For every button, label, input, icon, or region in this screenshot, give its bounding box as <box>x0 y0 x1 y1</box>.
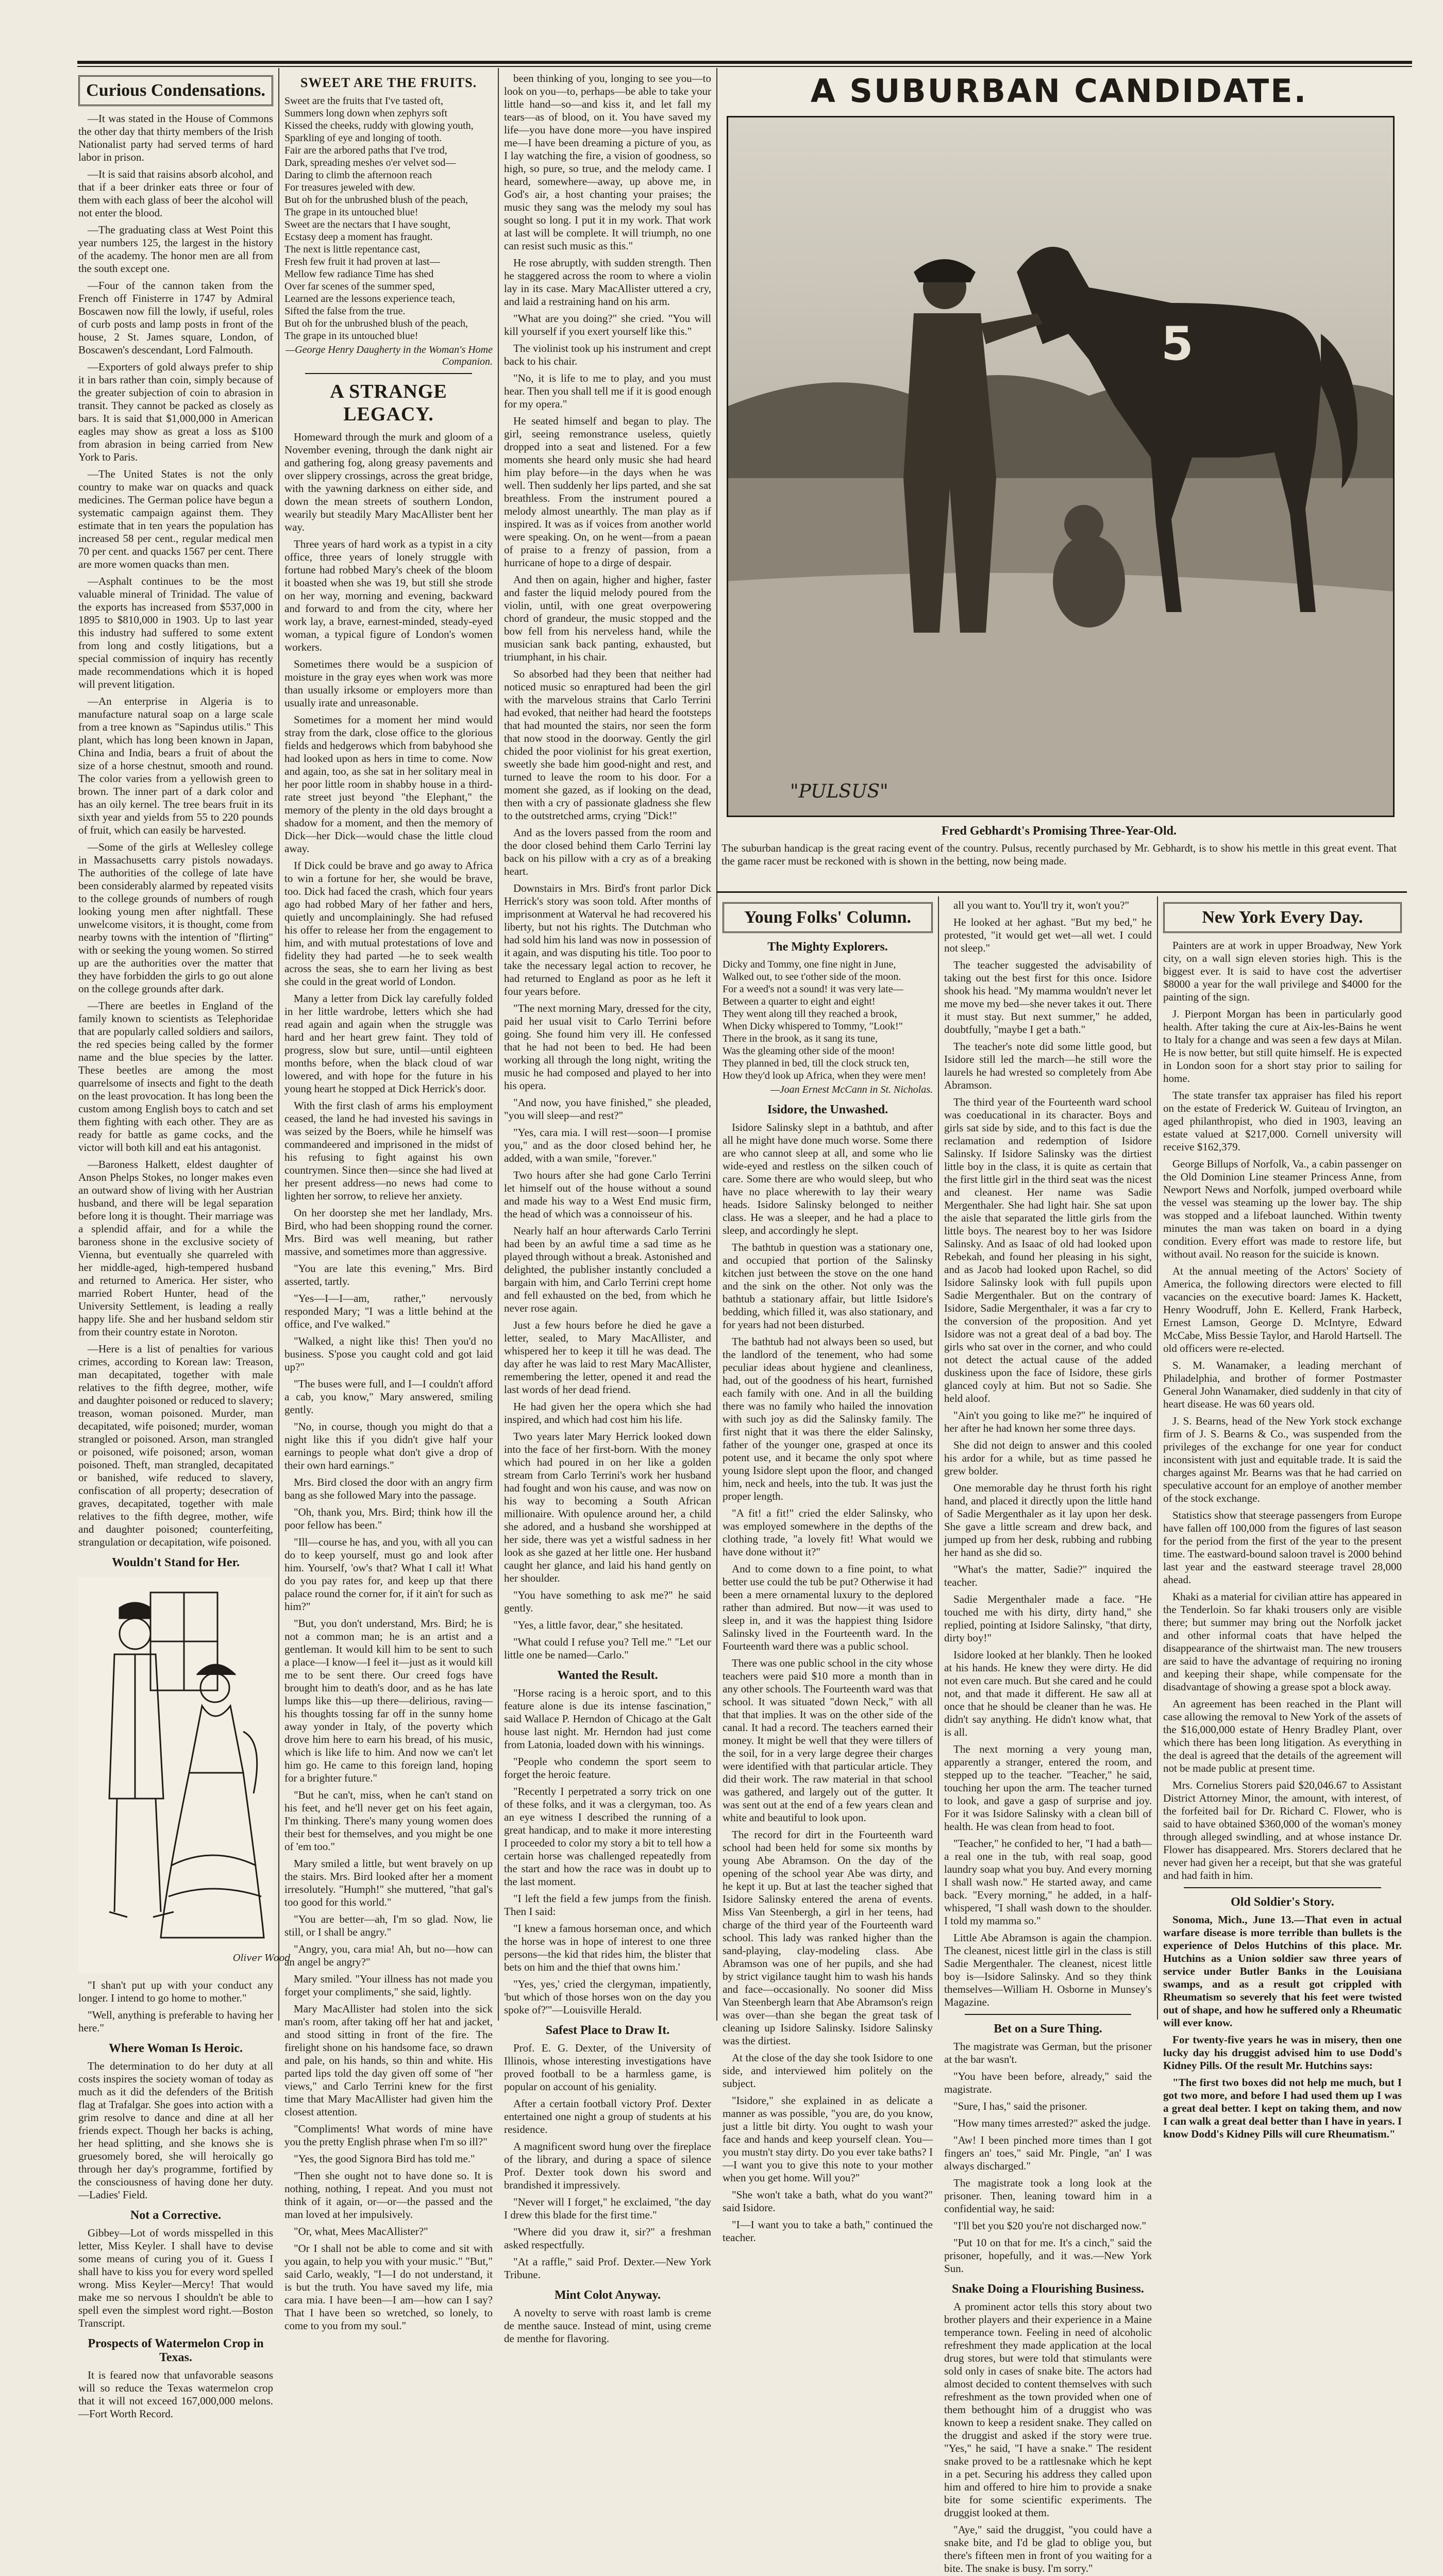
mint-colot-heading: Mint Colot Anyway. <box>554 2289 661 2302</box>
paragraph: —An enterprise in Algeria is to manufacture natural soap on a large scale from a tree known as "Sapindus utilis." This plant, which has long been known in Japan, China and India, bears a fruit of about the size of a horse chestnut, smooth and round. The color varies from a yellowish green to brown. The inner part of a dark color and has an oily kernel. The tree bears fruit in its sixth year and yields from 55 to 220 pounds of fruit, which can easily be harvested. <box>78 695 273 836</box>
paragraph: "Compliments! What words of mine have you the pretty English phrase when I'm so ill?" <box>284 2123 493 2148</box>
safest-place-heading: Safest Place to Draw It. <box>545 2024 670 2037</box>
paragraph: "Teacher," he confided to her, "I had a bath—a real one in the tub, with real soap, good laundry soap what you buy. And every morning I shall wash now." He started away, and came back. "Every morning," he added, in a half-whispered, "I shall wash down to the shoulder. I told my mamma so." <box>944 1837 1152 1927</box>
paragraph: Gibbey—Lot of words misspelled in this letter, Miss Keyler. I shall have to devise some means of curing you of it. Guess I shall have to kiss you for every word spelled wrong. Miss Keyler—Mercy! That would make me so nervous I shouldn't be able to spell even the simplest word right.—Boston Transcript. <box>78 2227 273 2329</box>
paragraph: Mary smiled a little, but went bravely on up the stairs. Mrs. Bird looked after her a moment irresolutely. "Humph!" she muttered, "that gal's too good for this world." <box>284 1857 493 1908</box>
paragraph: —Baroness Halkett, eldest daughter of Anson Phelps Stokes, no longer makes even an outward show of living with her Austrian husband, and there will be legal separation before long it is thought. Their marriage was a splendid affair, and for a while the baroness shone in the exclusive society of Vienna, but eventually she quarreled with her middle-aged, high-tempered husband and returned to America. Her sister, who married Robert Hunter, head of the University Settlement, is leading a really happy life. She and her husband seldom stir from their country estate in Noroton. <box>78 1158 273 1338</box>
paragraph: She did not deign to answer and this cooled his ardor for a while, but as time passed he grew bolder. <box>944 1439 1152 1477</box>
mighty-explorers-heading: The Mighty Explorers. <box>767 940 888 954</box>
racehorse-photo <box>727 116 1395 817</box>
paragraph: J. Pierpont Morgan has been in particularly good health. After taking the cure at Aix-les-Bains he went to Italy for a change and was seen a few days at Milan. He is now better, but still quite himself. He is expected in London soon for a short stay prior to sailing for home. <box>1163 1008 1402 1084</box>
paragraph: "Yes, yes,' cried the clergyman, impatiently, 'but which of those horses won on the day you spoke of?'"—Louisville Herald. <box>504 1978 711 2016</box>
paragraph: "Aw! I been pinched more times than I got fingers an' toes," said Mr. Pingle, "an' I was always discharged." <box>944 2134 1152 2172</box>
paragraph: Painters are at work in upper Broadway, New York city, on a wall sign eleven stories high. This is the biggest ever. It is said to have cost the advertiser $8000 a year for the wall privilege and $4000 for the painting of the sign. <box>1163 939 1402 1003</box>
old-soldier-body <box>1163 1913 1402 2141</box>
paragraph: "Well, anything is preferable to having her here." <box>78 2009 273 2034</box>
poem-line: Dark, spreading meshes o'er velvet sod— <box>284 157 456 168</box>
paragraph: "The buses were full, and I—I couldn't afford a cab, you know," Mary answered, smiling gently. <box>284 1378 493 1416</box>
paragraph: George Billups of Norfolk, Va., a cabin passenger on the Old Dominion Line steamer Princess Anne, from Newport News and Norfolk, jumped overboard while the vessel was steaming up the lower bay. The ship was stopped and a lifeboat launched. Within twenty minutes the man was taken on board in a dying condition. Every effort was made to restore life, but without avail. No reason for the suicide is known. <box>1163 1158 1402 1260</box>
top-rule <box>77 61 1412 64</box>
poem-line: Summers long down when zephyrs soft <box>284 108 448 119</box>
paragraph: "What are you doing?" she cried. "You will kill yourself if you exert yourself like this." <box>504 312 711 337</box>
paragraph: The state transfer tax appraiser has filed his report on the estate of Frederick W. Guiteau of Irvington, an aged philanthropist, who died in 1903, leaving an estate valued at $217,000. Cornell university will receive $162,379. <box>1163 1089 1402 1153</box>
column-divider <box>1157 896 1158 2020</box>
paragraph: "Isidore," she explained in as delicate a manner as was possible, "you are, do you know, just a little bit dirty. You ought to wash your face and hands and keep yourself clean. You—you mustn't stay dirty. Do you ever take baths? I—I want you to give this note to your mother when you get home. Will you?" <box>723 2094 933 2184</box>
paragraph: With the first clash of arms his employment ceased, the land he had invested his savings in was seized by the Boers, while he himself was commandeered and imprisoned in the midst of his refusing to fight against his own countrymen. Since then—since she had lived at her present address—no news had come to lighten her sorrow, to relieve her anxiety. <box>284 1099 493 1202</box>
poem-line: Fresh few fruit it had proven at last— <box>284 256 440 267</box>
poem-line: The next is little repentance cast, <box>284 244 421 255</box>
poem-line: But oh for the unbrushed blush of the peach, <box>284 318 468 329</box>
paragraph: S. M. Wanamaker, a leading merchant of Philadelphia, and brother of former Postmaster General John Wanamaker, died suddenly in that city of heart disease. He was 60 years old. <box>1163 1359 1402 1410</box>
paragraph: For twenty-five years he was in misery, then one lucky day his druggist advised him to use Dodd's Kidney Pills. Of the result Mr. Hutchins says: <box>1163 2033 1402 2072</box>
sure-thing-body <box>944 2040 1152 2275</box>
paragraph: "Recently I perpetrated a sorry trick on one of these folks, and it was a clergyman, too. As an eye witness I described the running of a great handicap, and to make it more interesting I proceeded to color my story a bit to tell how a certain horse was challenged repeatedly from the start and how the race was in doubt up to the last moment. <box>504 1785 711 1888</box>
sweet-fruits-poem <box>284 95 493 342</box>
paragraph: —It is said that raisins absorb alcohol, and that if a beer drinker eats three or four of them with each glass of beer the alcohol will not enter the blood. <box>78 168 273 219</box>
paragraph: "I left the field a few jumps from the finish. Then I said: <box>504 1892 711 1918</box>
poem-line: Fair are the arbored paths that I've trod, <box>284 145 447 156</box>
poem-line: Sifted the false from the true. <box>284 306 406 317</box>
paragraph: Homeward through the murk and gloom of a November evening, through the dank night air and gathering fog, along greasy pavements and over slippery crossings, across the great bridge, with the yawning darkness on either side, and down the mean streets of southern London, wearily but steadily Mary MacAllister bent her way. <box>284 431 493 533</box>
paragraph: "I shan't put up with your conduct any longer. I intend to go home to mother." <box>78 1979 273 2004</box>
poem-line: When Dicky whispered to Tommy, "Look!" <box>723 1021 903 1032</box>
paragraph: "No, in course, though you might do that a night like this if you didn't give half your earnings to people what don't give a drop of their own hard earnings." <box>284 1420 493 1471</box>
paragraph: "But, you don't understand, Mrs. Bird; he is not a common man; he is an artist and a gentleman. It would kill him to be sent to such a place—I know—I feel it—just as it would kill me to be sent there. Our creed fogs have brought him to death's door, and as he has late lumps like this—up there—delirious, raving—his thoughts tossing far off in the sunny home away yonder in Italy, of the poverty which drove him here to earn his bread, of his music, which is like life to him. And now we can't let him go. He came to this foreign land, hoping for a brighter future." <box>284 1617 493 1784</box>
paragraph: The teacher suggested the advisability of taking out the best first for this once. Isidore shook his head. "My mamma wouldn't never let me move my bed—she never takes it out. There it must stay. But next summer," he added, doubtfully, "maybe I get a bath." <box>944 959 1152 1036</box>
poem-line: Learned are the lessons experience teach, <box>284 293 455 304</box>
paragraph: Nearly half an hour afterwards Carlo Terrini had been by an awful time a sad time as he played through without a break. Astonished and delighted, the publisher instantly concluded a bargain with him, and Carlo Terrini crept home and fell exhausted on the bed, from which he never rose again. <box>504 1225 711 1314</box>
feature-bottom-rule <box>716 891 1407 893</box>
column-divider <box>938 896 939 2020</box>
sweet-fruits-heading: SWEET ARE THE FRUITS. <box>300 75 477 90</box>
paragraph: J. S. Bearns, head of the New York stock exchange firm of J. S. Bearns & Co., was suspended from the privileges of the exchange for one year for conduct inconsistent with just and equitable trade. It is said the charges against Mr. Bearns was that he had carried on speculative account for an employe of another member of the stock exchange. <box>1163 1415 1402 1504</box>
paragraph: So absorbed had they been that neither had noticed music so enraptured had been the girl with the marvelous strains that Carlo Terrini had evoked, that neither had heard the footsteps that had mounted the stairs, nor seen the form that now stood in the doorway. Gently the girl chided the poor violinist for his great exertion, sweetly she bade him good-night and rest, and turned to leave the room to his door. For a moment she gazed, as if looking on the dead, then with a cry of passionate gladness she flew to the outstretched arms, crying "Dick!" <box>504 668 711 822</box>
paragraph: "How many times arrested?" asked the judge. <box>953 2117 1151 2129</box>
paragraph: "Aye," said the druggist, "you could have a snake bite, and I'd be glad to oblige you, but there's fifteen men in front of you waiting for a bite. The snake is busy. I'm sorry." <box>944 2523 1152 2574</box>
paragraph: If Dick could be brave and go away to Africa to win a fortune for her, she would be brave, too. Dick had faced the crash, which four years ago had robbed Mary of her father and hers, quietly and uncomplainingly. She had refused his offer to release her from the engagement to him, and with mutual protestations of love and fidelity they had parted —he to seek wealth across the seas, she to earn her living as best she could in the great world of London. <box>284 859 493 988</box>
wanted-result-heading: Wanted the Result. <box>557 1669 658 1682</box>
paragraph: At the annual meeting of the Actors' Society of America, the following directors were elected to fill vacancies on the executive board: James K. Hackett, Henry Woodruff, John E. Kellerd, Frank Harbeck, Ernest Lamson, George D. McIntyre, Edward McCabe, Miss Bessie Taylor, and Harold Hartsell. The old officers were re-elected. <box>1163 1265 1402 1354</box>
paragraph: The bathtub in question was a stationary one, and occupied that portion of the Salinsky kitchen just between the stove on the one hand and the sink on the other. Not only was the bathtub a stationary affair, but little Isidore's bedding, which filled it, was also stationary, and for years had not been disturbed. <box>723 1241 933 1331</box>
poem-line: Between a quarter to eight and eight! <box>723 996 876 1007</box>
young-folks-heading: Young Folks' Column. <box>723 902 933 933</box>
paragraph: Isidore Salinsky slept in a bathtub, and after all he might have done much worse. Some there are who cannot sleep at all, and some who lie wide-eyed and restless on the silken couch of care. Some there are who would sleep, but who have no place wherewith to lay their weary heads. Isidore Salinsky belonged to neither class. He was a sleeper, and he had a place to sleep, and accordingly he slept. <box>723 1121 933 1236</box>
horse-and-trainer-image <box>728 117 1393 816</box>
suburban-candidate-title: A SUBURBAN CANDIDATE. <box>810 72 1308 110</box>
paragraph: Three years of hard work as a typist in a city office, three years of lonely struggle with fortune had robbed Mary's cheek of the bloom it boasted when she was 19, but still she strode on her way, morning and evening, backward and forward to and from the city, where her work lay, a brave, earnest-minded, steady-eyed woman, a typical figure of London's women workers. <box>284 538 493 653</box>
paragraph: The record for dirt in the Fourteenth ward school had been held for some six months by young Abe Abramson. On the day of the opening of the school year Abe was dirty, and he kept it up. But at last the teacher sighed that Isidore Salinsky entered the arena of events. Miss Van Steenbergh, a girl in her teens, had charge of the third year of the Fourteenth ward school. This lady was ranked higher than the sand-playing, clay-modeling class. Abe Abramson was one of her pupils, and she had by strict vigilance taught him to wash his hands and face—occasionally. No sooner did Miss Van Steenbergh learn that Abe Abramson's reign was over—than she began the great task of cleaning up Isidore Salinsky. Isidore Salinsky was the dirtiest. <box>723 1828 933 2047</box>
paragraph: Khaki as a material for civilian attire has appeared in the Tenderloin. So far khaki trousers only are visible there; but summer may bring out the Norfolk jacket and other informal coats that have helped the disappearance of the shirtwaist man. The new trousers are said to have the advantage of requiring no ironing and keeping their shape, while compensate for the disadvantage of showing a grease spot a block away. <box>1163 1590 1402 1693</box>
paragraph: A magnificent sword hung over the fireplace of the library, and during a space of silence Prof. Dexter took down his sword and brandished it impressively. <box>504 2140 711 2191</box>
old-soldier-heading: Old Soldier's Story. <box>1231 1895 1334 1909</box>
isidore-continued <box>944 899 1152 2009</box>
cartoon-signature: Oliver Wood <box>233 1953 291 1963</box>
paragraph: The magistrate took a long look at the prisoner. Then, leaning toward him in a confidential way, he said: <box>944 2177 1152 2215</box>
paragraph: "Where did you draw it, sir?" a freshman asked respectfully. <box>504 2226 711 2251</box>
isidore-heading: Isidore, the Unwashed. <box>767 1103 888 1116</box>
paragraph: "Put 10 on that for me. It's a cinch," said the prisoner, hopefully, and it was.—New York Sun. <box>944 2236 1152 2275</box>
column-1 <box>78 72 291 2420</box>
paragraph: "Horse racing is a heroic sport, and to this feature alone is due its intense fascination," said Wallace P. Herndon of Chicago at the Galt house last night. Mr. Herndon had just come from Latonia, loaded down with his winnings. <box>504 1687 711 1751</box>
snake-heading: Snake Doing a Flourishing Business. <box>952 2282 1144 2296</box>
paragraph: There was one public school in the city whose teachers were paid $10 more a month than in any other schools. The Fourteenth ward was that school. It was situated "down Neck," with all that that implies. It was on the other side of the canal. It had a record. The teachers earned their money. It might be well that they were tillers of the soil, for in a very large degree their charges were identified with that particular article. They did their work. The raw material in that school was gathered, and largely out of the gutter. It was sent out at the end of a few years clean and white and beautiful to look upon. <box>723 1657 933 1824</box>
paragraph: "Yes, the good Signora Bird has told me." <box>294 2153 475 2165</box>
poem-line: But oh for the unbrushed blush of the peach, <box>284 194 468 206</box>
poem-line: Daring to climb the afternoon reach <box>284 170 432 181</box>
paragraph: "I—I want you to take a bath," continued the teacher. <box>723 2218 933 2244</box>
paragraph: "You are better—ah, I'm so glad. Now, lie still, or I shall be angry." <box>284 1913 493 1938</box>
paragraph: —The graduating class at West Point this year numbers 125, the largest in the history of the academy. The honor men are all from the south except one. <box>78 224 273 275</box>
corrective-body <box>78 2227 273 2330</box>
paragraph: The magistrate was German, but the prisoner at the bar wasn't. <box>944 2040 1152 2065</box>
paragraph: The bathtub had not always been so used, but the landlord of the tenement, who had some peculiar ideas about hygiene and cleanliness, had, out of the goodness of his heart, furnished each family with one. And in all the building there was no family who hailed the innovation with such joy as did the Salinsky family. The first night that it was there the elder Salinsky, father of the younger one, grasped at once its potent use, and it became the only spot where young Isidore slept upon the floor, and changed him, neck and heels, into the tub. It was just the proper length. <box>723 1335 933 1502</box>
photo-caption-title: Fred Gebhardt's Promising Three-Year-Old. <box>942 824 1177 838</box>
paragraph: Just a few hours before he died he gave a letter, sealed, to Mary MacAllister, and whispered her to keep it till he was dead. The day after he was laid to rest Mary MacAllister, remembering the letter, opened it and read the last words of her dead friend. <box>504 1319 711 1396</box>
paragraph: "Or, what, Mees MacAllister?" <box>294 2225 428 2238</box>
snake-body <box>944 2300 1152 2576</box>
paragraph: The determination to do her duty at all costs inspires the society woman of today as much as it did the defenders of the British flag at Trafalgar. She goes into action with a grim resolve to dance and dine at all her friends expect. Though her backs is aching, her head splitting, and she knows she is gruesomely bored, she will heroically go through her day's programme, fortified by the consciousness of having done her duty.—Ladies' Field. <box>78 2060 273 2201</box>
watermelon-body <box>78 2369 273 2420</box>
curious-condensations-heading: Curious Condensations. <box>78 75 273 106</box>
paragraph: "Yes—I—I—am, rather," nervously responded Mary; "I was a little behind at the office, and I've walked." <box>284 1292 493 1330</box>
heroic-body <box>78 2060 273 2201</box>
paragraph: It is feared now that unfavorable seasons will so reduce the Texas watermelon crop that it will not exceed 167,000,000 melons.—Fort Worth Record. <box>78 2369 273 2420</box>
corrective-heading: Not a Corrective. <box>130 2209 222 2222</box>
paragraph: —Exporters of gold always prefer to ship it in bars rather than coin, simply because of the greater subjection of coin to abrasion in transit. They cannot be packed as closely as bars. It is said that $1,000,000 in American eagles may show as great a loss as $100 from abrasion in being carried from New York to Paris. <box>78 361 273 463</box>
paragraph: "She won't take a bath, what do you want?" said Isidore. <box>723 2189 933 2214</box>
paragraph: And as the lovers passed from the room and the door closed behind them Carlo Terrini lay back on his pillow with a cry as of a breaking heart. <box>504 826 711 877</box>
paragraph: Prof. E. G. Dexter, of the University of Illinois, whose interesting investigations have proved football to be a harmless game, is popular on account of his geniality. <box>504 2042 711 2093</box>
paragraph: The next morning a very young man, apparently a stranger, entered the room, and stepped up to the teacher. "Teacher," he said, touching her upon the arm. The teacher turned to look, and gave a gasp of surprise and joy. For it was Isidore Salinsky with a clean bill of health. He was clean from head to foot. <box>944 1743 1152 1833</box>
paragraph: Little Abe Abramson is again the champion. The cleanest, nicest little girl in the class is still Sadie Mergenthaler. The cleanest, nicest little boy is—Isidore Salinsky. And so they think themselves—William H. Osborne in Munsey's Magazine. <box>944 1931 1152 2008</box>
section-divider <box>965 2014 1131 2015</box>
paragraph: Sometimes there would be a suspicion of moisture in the gray eyes when work was more than usually irksome or employers more than usually irate and unreasonable. <box>284 658 493 709</box>
paragraph: Many a letter from Dick lay carefully folded in her little wardrobe, letters which she had read again and again when the struggle was hard and her heart grew faint. They told of progress, slow but sure, until—until eighteen months before, when the black cloud of war lowered, and with hope for the future in his young heart he stopped at Dick Herrick's door. <box>284 992 493 1095</box>
poem-line: The grape in its untouched blue! <box>284 207 418 218</box>
poem-line: For treasures jeweled with dew. <box>284 182 415 193</box>
column-3 <box>504 72 711 2345</box>
poem-line: Over far scenes of the summer sped, <box>284 281 435 292</box>
top-rule-thin <box>77 66 1412 67</box>
saddlecloth-number: 5 <box>1161 317 1194 371</box>
paragraph: "Oh, thank you, Mrs. Bird; think how ill the poor fellow has been." <box>284 1506 493 1531</box>
poem-line: Sparkling of eye and longing of tooth. <box>284 132 442 144</box>
couple-cartoon-illustration <box>78 1577 291 1974</box>
section-divider <box>1184 1887 1381 1888</box>
poem-line: Kissed the cheeks, ruddy with glowing youth, <box>284 120 474 131</box>
paragraph: "A fit! a fit!" cried the elder Salinsky, who was employed somewhere in the depths of the clothing trade, "a lovely fit! What would we have done without it?" <box>723 1507 933 1558</box>
curious-condensations-body <box>78 112 273 1549</box>
paragraph: —There are beetles in England of the family known to scientists as Telephoridae that are popularly called soldiers and sailors, the red species being called by the former name and the blue species by the latter. These beetles are among the most quarrelsome of insects and fight to the death on the least provocation. It has long been the custom among English boys to catch and set them fighting with each other. They are as ready for battle as game cocks, and the victor will both kill and eat his antagonist. <box>78 999 273 1154</box>
paragraph: —The United States is not the only country to make war on quacks and quack medicines. The German police have begun a systematic campaign against them. They estimate that in ten years the population has increased 58 per cent., regular medical men 70 per cent. and quacks 1567 per cent. There are more women quacks than men. <box>78 468 273 570</box>
cartoon-heading: Wouldn't Stand for Her. <box>111 1556 240 1569</box>
paragraph: Mrs. Cornelius Storers paid $20,046.67 to Assistant District Attorney Minor, the amount, with interest, of the forfeited bail for Dr. Richard C. Flower, who is said to have obtained $360,000 of the woman's money through alleged swindling, and at whose instance Dr. Flower has disappeared. Mrs. Storers declared that he never had given her a receipt, but that she was grateful and had faith in him. <box>1163 1779 1402 1882</box>
sure-thing-heading: Bet on a Sure Thing. <box>994 2022 1102 2036</box>
paragraph: "Angry, you, cara mia! Ah, but no—how can an angel be angry?" <box>284 1943 493 1968</box>
isidore-body <box>723 1121 933 2244</box>
new-york-every-day-body <box>1163 939 1402 1882</box>
cartoon-caption <box>78 1979 273 2035</box>
paragraph: —Here is a list of penalties for various crimes, according to Korean law: Treason, man decapitated, together with male relatives to the fifth degree, mother, wife and daughter poisoned or reduced to slavery; treason, woman poisoned. Murder, man decapitated, wife poisoned; murder, woman strangled or poisoned. Arson, man strangled or poisoned, wife poisoned; arson, woman poisoned. Theft, man strangled, decapitated or banished, wife reduced to slavery, confiscation of all property; desecration of graves, decapitated, together with male relatives to the fifth degree, mother, wife and daughter poisoned; counterfeiting, strangulation or decapitation, wife poisoned. <box>78 1343 273 1548</box>
strange-legacy-body <box>284 431 493 2332</box>
paragraph: "Never will I forget," he exclaimed, "the day I drew this blade for the first time." <box>504 2196 711 2221</box>
poem-line: How they'd look up Africa, when they were men! <box>723 1070 927 1081</box>
section-divider <box>305 373 472 374</box>
new-york-every-day-heading: New York Every Day. <box>1163 902 1402 933</box>
paragraph: "The next morning Mary, dressed for the city, paid her usual visit to Carlo Terrini before going. She found him very ill. He confessed that he had not been to bed. He had been working all through the long night, writing the music he had composed and played to her into his opera. <box>504 1002 711 1092</box>
paragraph: Two years later Mary Herrick looked down into the face of her first-born. With the money which had poured in on her like a golden stream from Carlo Terrini's work her husband had fought and won his cause, and was now on his way to becoming a South African millionaire. With opulence around her, a child she adored, and a husband she worshipped at her side, there was yet a wistful sadness in her look as she gazed at her little one. Her husband caught her glance, and laid his hand gently on her shoulder. <box>504 1430 711 1584</box>
paragraph: Statistics show that steerage passengers from Europe have fallen off 100,000 from the figures of last season for the period from the first of the year to the present time. The eastward-bound saloon travel is 2000 behind last year and the eastward steerage travel 28,000 ahead. <box>1163 1509 1402 1586</box>
paragraph: After a certain football victory Prof. Dexter entertained one night a group of students at his residence. <box>504 2097 711 2136</box>
paragraph: "Ain't you going to like me?" he inquired of her after he had known her some three days. <box>944 1409 1152 1434</box>
poem-line: They went along till they reached a brook, <box>723 1008 897 1020</box>
poem-line: Dicky and Tommy, one fine night in June, <box>723 959 896 970</box>
paragraph: "I'll bet you $20 you're not discharged now." <box>953 2219 1147 2232</box>
paragraph: The third year of the Fourteenth ward school was coeducational in its character. Boys and girls sat side by side, and to this fact is due the reclamation and redemption of Isidore Salinsky. If Isidore Salinsky was the dirtiest little boy in the class, it is quite as certain that the first little girl in the third seat was the nicest and cleanest. Her name was Sadie Mergenthaler. She had light hair. She sat upon the aisle that separated the little girls from the little boys. The nearest boy to her was Isidore Salinsky. And as Isaac of old had looked upon Rebekah, and found her pleasing in his sight, and as Jacob had looked upon Rachel, so did Isidore Salinsky look with full pupils upon Sadie Mergenthaler. But on the contrary of Isidore, Sadie Mergenthaler, it was a far cry to the conversion of the proposition. And yet Isidore was not a great deal of a bad boy. The girls who sat over in the corner, and who could not detect the actual cause of the added duskiness upon the face of Isidore, these girls glanced coyly at him. But not so Sadie. She held aloof. <box>944 1096 1152 1404</box>
paragraph: Isidore looked at her blankly. Then he looked at his hands. He knew they were dirty. He did not even care much. But she cared and he could not, and that made it different. He saw all at once that he should be cleaner than he was. He didn't say anything. He didn't know what, that is all. <box>944 1649 1152 1738</box>
poem-byline: —Joan Ernest McCann in St. Nicholas. <box>770 1084 933 1095</box>
paragraph: "Yes, cara mia. I will rest—soon—I promise you," and as the door closed behind her, he added, with a wan smile, "forever." <box>504 1126 711 1164</box>
paragraph: The violinist took up his instrument and crept back to his chair. <box>504 342 711 367</box>
paragraph: One memorable day he thrust forth his right hand, and placed it directly upon the little hand of Sadie Mergenthaler as it lay upon her desk. She gave a little scream and drew back, and jumped up from her desk, rubbing and rubbing her hand as she did so. <box>944 1482 1152 1558</box>
paragraph: He had given her the opera which she had inspired, and which had cost him his life. <box>504 1400 711 1426</box>
paragraph: all you want to. You'll try it, won't you?" <box>953 899 1130 911</box>
paragraph: Mrs. Bird closed the door with an angry firm bang as she followed Mary into the passage. <box>284 1476 493 1501</box>
paragraph: "People who condemn the sport seem to forget the heroic feature. <box>504 1755 711 1781</box>
paragraph: Sadie Mergenthaler made a face. "He touched me with his dirty, dirty hand," she replied, pointing at Isidore Salinsky, "that dirty, dirty boy!" <box>944 1593 1152 1644</box>
photo-caption-text: The suburban handicap is the great racing event of the country. Pulsus, recently purchased by Mr. Gebhardt, is to show his mettle in this great event. That the game racer must be reckoned with is shown in the betting, now being made. <box>722 842 1397 867</box>
wanted-result-body <box>504 1687 711 2016</box>
paragraph: Two hours after she had gone Carlo Terrini let himself out of the house without a sound and made his way to a West End music firm, the head of which was a connoisseur of his. <box>504 1169 711 1220</box>
paragraph: —Four of the cannon taken from the French off Finisterre in 1747 by Admiral Boscawen now fill the lowly, if useful, roles of curb posts and lamp posts in front of the house, 2 St. James square, London, of Boscawen's descendant, Lord Falmouth. <box>78 279 273 356</box>
poem-line: Sweet are the nectars that I have sought, <box>284 219 451 230</box>
paragraph: On her doorstep she met her landlady, Mrs. Bird, who had been shopping round the corner. Mrs. Bird was well meaning, but rather massive, and sometimes more than aggressive. <box>284 1207 493 1258</box>
poem-line: The grape in its untouched blue! <box>284 330 418 342</box>
column-divider <box>716 68 717 2021</box>
paragraph: "What's the matter, Sadie?" inquired the teacher. <box>944 1563 1152 1588</box>
paragraph: "Or I shall not be able to come and sit with you again, to help you with your music." "But," said Carlo, weakly, "I—I do not understand, it is but the truth. You have saved my life, mia cara mia. I have been—I am—how can I say? That I have been so wretched, so lonely, to come to you from my soul." <box>284 2242 493 2332</box>
paragraph: "And now, you have finished," she pleaded, "you will sleep—and rest?" <box>504 1096 711 1122</box>
paragraph: "You are late this evening," Mrs. Bird asserted, tartly. <box>284 1262 493 1287</box>
paragraph: At the close of the day she took Isidore to one side, and interviewed him politely on the subject. <box>723 2052 933 2090</box>
strange-legacy-continued <box>504 72 711 1662</box>
column-2 <box>284 72 493 2332</box>
paragraph: Mary smiled. "Your illness has not made you forget your compliments," she said, lightly. <box>284 1973 493 1998</box>
poem-line: Sweet are the fruits that I've tasted oft, <box>284 95 443 107</box>
paragraph: "Walked, a night like this! Then you'd no business. S'pose you caught cold and got laid up?" <box>284 1335 493 1373</box>
strange-legacy-heading: A STRANGE LEGACY. <box>330 381 447 425</box>
paragraph: The teacher's note did some little good, but Isidore still led the march—he still wore the laurels he had wrested so completely from Abe Abramson. <box>944 1040 1152 1091</box>
column-divider <box>498 68 499 2021</box>
poem-line: Was the gleaming other side of the moon! <box>723 1045 895 1057</box>
column-5 <box>944 899 1152 2574</box>
paragraph: "Sure, I has," said the prisoner. <box>953 2100 1087 2112</box>
paragraph: "You have something to ask me?" he said gently. <box>504 1589 711 1614</box>
column-6 <box>1163 899 1402 2140</box>
paragraph: He rose abruptly, with sudden strength. Then he staggered across the room to where a violin lay in its case. Mary MacAllister uttered a cry, and laid a restraining hand on his arm. <box>504 257 711 308</box>
paragraph: An agreement has been reached in the Plant will case allowing the removal to New York of the assets of the $16,000,000 estate of Henry Bradley Plant, over which there has been long litigation. As everything in the deal is agreed that the details of the agreement will not be made public at present time. <box>1163 1698 1402 1774</box>
paragraph: —It was stated in the House of Commons the other day that thirty members of the Irish Nationalist party had served terms of hard labor in prison. <box>78 112 273 163</box>
poem-line: Mellow few radiance Time has shed <box>284 268 434 280</box>
paragraph: "I knew a famous horseman once, and which the horse was in hope of interest to one three persons—the kid that rides him, the blister that bets on him and the thief that owns him.' <box>504 1922 711 1973</box>
paragraph: "But he can't, miss, when he can't stand on his feet, and he'll never get on his feet again, I'm thinking. There's many young women does their best for themselves, and you might be one of 'em too." <box>284 1789 493 1853</box>
poem-line: They planned in bed, till the clock struck ten, <box>723 1058 910 1069</box>
paragraph: Sonoma, Mich., June 13.—That even in actual warfare disease is more terrible than bullets is the experience of Delos Hutchins of this place. Mr. Hutchins as a Union soldier saw three years of service under Butler Banks in the Louisiana swamps, and as a result got crippled with Rheumatism so severely that his feet were twisted out of shape, and how he suffered only a Rheumatic will ever know. <box>1163 1913 1402 2029</box>
column-divider <box>278 68 279 2021</box>
poem-line: There in the brook, as it sang its tune, <box>723 1033 878 1044</box>
paragraph: "The first two boxes did not help me much, but I got two more, and before I had used them up I was a great deal better. I kept on taking them, and now I can walk a great deal better than I have in years. I know Dodd's Kidney Pills will cure Rheumatism." <box>1163 2076 1402 2140</box>
paragraph: He seated himself and began to play. The girl, seeing remonstrance useless, quietly dropped into a seat and listened. For a few moments she heard only music she had heard him play before—in the days when he was well. Then suddenly her lips parted, and she sat breathless. From the instrument poured a melody almost unearthly. The man play as if inspired. It was as if voices from another world were speaking. On, on he went—from a paean of praise to a frenzy of passion, from a hurricane of hope to a dirge of despair. <box>504 415 711 569</box>
mint-colot-body <box>504 2307 711 2345</box>
column-4 <box>723 899 933 2244</box>
paragraph: been thinking of you, longing to see you—to look on you—to, perhaps—be able to take your little hand—so—and kiss it, and let fall my tears—as of blood, on it. You have saved my life—you have done more—you have inspired me—I have been dreaming a picture of you, as I lay watching the fire, a vision of goodness, so high, so pure, so true, and the melody came. I heard, somewhere—away, up above me, in God's air, a host chanting your praises; the music they sang was the melody my soul has sought so long. I put it in my work. That work at last will be complete. It will triumph, no one can resist such music as this." <box>504 72 711 252</box>
paragraph: He looked at her aghast. "But my bed," he protested, "it would get wet—all wet. I could not sleep." <box>944 916 1152 954</box>
paragraph: A prominent actor tells this story about two brother players and their experience in a Maine temperance town. Feeling in need of alcoholic refreshment they made application at the local drug stores, but were told that stimulants were sold only in cases of snake bite. The actors had almost decided to content themselves with such refreshment as the town provided when one of them bethought him of a druggist who was known to keep a resident snake. They called on the druggist and asked if the story were true. "Yes," he said, "I have a snake." The resident snake proved to be a rattlesnake which he kept in a pet. Securing his address they called upon him and offered to hire him to provide a snake bite for some scientific experiments. The druggist looked at them. <box>944 2300 1152 2519</box>
paragraph: "What could I refuse you? Tell me." "Let our little one be named—Carlo." <box>504 1636 711 1661</box>
paragraph: —Asphalt continues to be the most valuable mineral of Trinidad. The value of the exports has increased from $537,000 in 1895 to $810,000 in 1903. Up to last year this industry had suffered to some extent from long and costly litigations, but a special commission of inquiry has recently made recommendations which it is hoped will prevent litigation. <box>78 575 273 690</box>
heroic-heading: Where Woman Is Heroic. <box>109 2042 243 2055</box>
paragraph: A novelty to serve with roast lamb is creme de menthe sauce. Instead of mint, using creme de menthe for flavoring. <box>504 2307 711 2345</box>
poem-line: Ecstasy deep a moment has fraught. <box>284 231 433 243</box>
paragraph: And to come down to a fine point, to what better use could the tub be put? Otherwise it had been a mere ornamental luxury to the deplored rather than admired. But now—it was used to sleep in, and it was the happiest thing Isidore Salinsky lived in the Fourteenth ward. In the Fourteenth ward there was a public school. <box>723 1563 933 1652</box>
paragraph: "Yes, a little favor, dear," she hesitated. <box>513 1619 683 1631</box>
paragraph: —Some of the girls at Wellesley college in Massachusetts carry pistols nowadays. The authorities of the college of late have been considerably alarmed by repeated visits to the college grounds of numbers of rough looking young men after nightfall. These unwelcome visitors, it is thought, come from nearby towns with the intention of "flirting" with or seeking the young women. So stirred up are the authorities over the matter that they have forbidden the girls to go out alone on the college grounds after dark. <box>78 841 273 995</box>
poem-line: For a weed's not a sound! it was very late— <box>723 984 903 995</box>
watermelon-heading: Prospects of Watermelon Crop in Texas. <box>88 2337 264 2364</box>
paragraph: Downstairs in Mrs. Bird's front parlor Dick Herrick's story was soon told. After months of imprisonment at Waterval he had recovered his liberty, but not his rights. The Dutchman who had sold him his land was now in possession of it again, and was disputing his title. Too poor to take the necessary legal action to recover, he had returned to England as poor as he left it four years before. <box>504 882 711 997</box>
paragraph: "Ill—course he has, and you, with all you can do to keep yourself, must go and look after him. Yourself, 'ow's that? What I call it! What do you pay rates for, and keep up that there palace round the corner for, if it ain't for such as him?" <box>284 1536 493 1613</box>
paragraph: Mary MacAllister had stolen into the sick man's room, after taking off her hat and jacket, and stood sitting in front of the fire. The firelight shone on his handsome face, so drawn and pale, on his hands, so thin and white. His parted lips told the day given off some of "her views," and Carlo Terrini knew for the first time that Mary MacAllister had given him the closest attention. <box>284 2003 493 2118</box>
mighty-explorers-poem <box>723 958 933 1082</box>
pulsus-photo-label: "PULSUS" <box>790 781 888 802</box>
paragraph: "Then she ought not to have done so. It is nothing, nothing, I repeat. And you must not think of it again, or—or—the passed and the man loved at her impulsively. <box>284 2170 493 2221</box>
paragraph: "You have been before, already," said the magistrate. <box>944 2070 1152 2095</box>
paragraph: "No, it is life to me to play, and you must hear. Then you shall tell me if it is good enough for my opera." <box>504 372 711 410</box>
paragraph: "At a raffle," said Prof. Dexter.—New York Tribune. <box>504 2256 711 2281</box>
safest-place-body <box>504 2042 711 2281</box>
poem-byline: —George Henry Daugherty in the Woman's Home Companion. <box>286 344 493 367</box>
paragraph: And then on again, higher and higher, faster and faster the liquid melody poured from the violin, until, with one great overpowering chord of grandeur, the music stopped and the bow fell from his nerveless hand, while the musician sank back panting, exhausted, but triumphant, in his chair. <box>504 573 711 663</box>
poem-line: Walked out, to see t'other side of the moon. <box>723 971 901 982</box>
paragraph: Sometimes for a moment her mind would stray from the dark, close office to the glorious fields and hedgerows which from babyhood she had looked upon as hers in time to come. Now and again, too, as she sat in her solitary meal in her poor little room in shabby house in a third-rate street just beyond "the Elephant," the memory of the plenty in the old days brought a shadow for a moment, and then the memory of Dick—her Dick—would chase the little cloud away. <box>284 714 493 855</box>
